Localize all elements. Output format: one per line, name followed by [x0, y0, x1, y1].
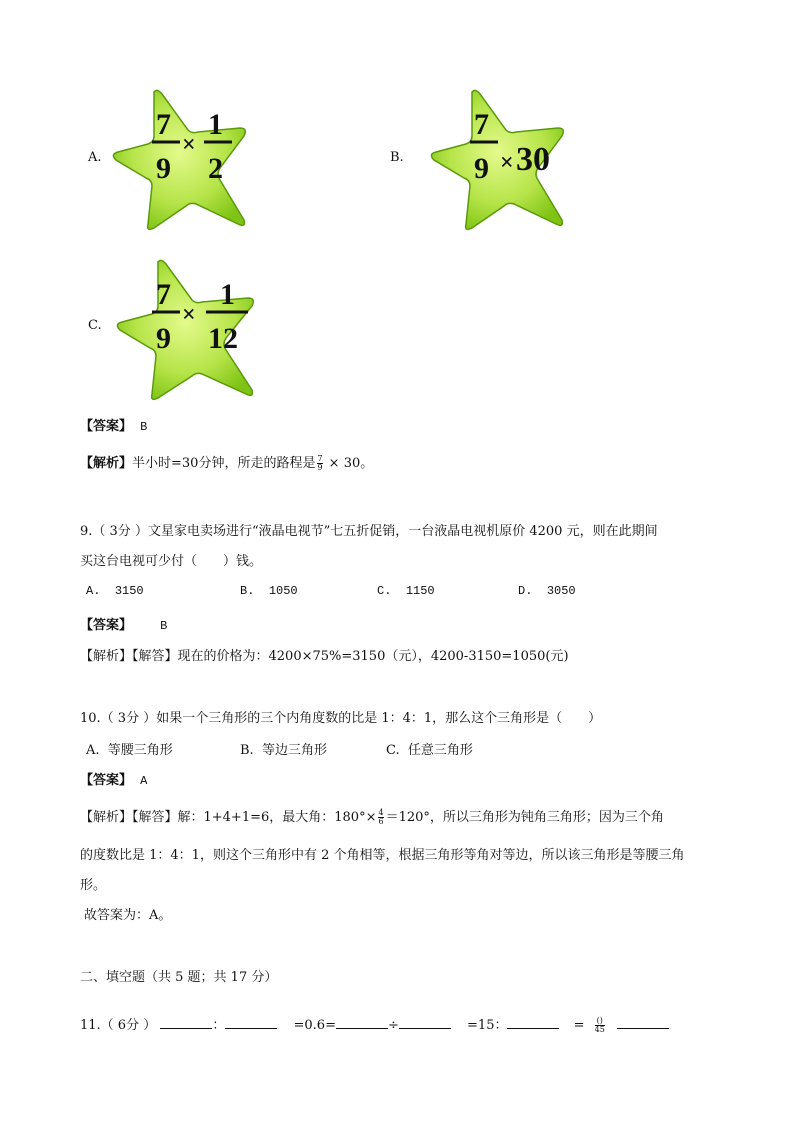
blank-input[interactable]: [399, 1016, 451, 1029]
fraction-numerator: 7: [156, 278, 171, 311]
section-title: 二、填空题（共 5 题；共 17 分）: [80, 970, 278, 985]
fraction: $\frac{4}{6}$: [378, 808, 384, 826]
blank-input[interactable]: [225, 1016, 277, 1029]
q10-analysis-line3: 形。: [80, 878, 107, 893]
fraction-numerator: 1: [220, 278, 235, 311]
multiply-sign: ×: [182, 132, 196, 158]
integer-value: 30: [516, 141, 550, 178]
answer-tag: 【答案】: [80, 419, 133, 434]
q11-prefix: 11.（ 6分 ）: [80, 1018, 157, 1033]
fraction: $\frac{()}{45}$: [594, 1016, 605, 1034]
option-c-star[interactable]: [116, 256, 262, 402]
fraction-denominator: 12: [208, 322, 238, 355]
q10-option-a[interactable]: A. 等腰三角形: [86, 743, 173, 758]
answer-tag: 【答案】: [80, 773, 133, 788]
fraction-numerator: 7: [156, 108, 171, 141]
answer-value: B: [160, 619, 168, 633]
q10-conclusion: 故答案为：A。: [84, 908, 172, 923]
blank-input[interactable]: [617, 1016, 669, 1029]
star-shape: [113, 90, 245, 229]
q9-stem-line2: 买这台电视可少付（ ）钱。: [80, 554, 263, 569]
blank-input[interactable]: [160, 1016, 212, 1029]
q10-stem: 10.（ 3分 ）如果一个三角形的三个内角度数的比是 1：4：1，那么这个三角形是（ ）: [80, 711, 602, 726]
q9-option-d[interactable]: D. 3050: [518, 584, 576, 598]
option-c-label: C.: [88, 318, 102, 333]
q10-option-c[interactable]: C. 任意三角形: [386, 743, 473, 758]
answer-value: A: [140, 774, 148, 788]
q11-line: 11.（ 6分 ） ： =0.6= ÷ =15： = $\frac{()}{45}$: [80, 1014, 669, 1034]
q9-analysis: 【解析】【解答】现在的价格为：4200×75%=3150（元），4200-3150=1050(元): [80, 649, 569, 664]
multiply-sign: ×: [182, 302, 196, 328]
fraction-denominator: 9: [156, 152, 171, 185]
q9-option-a[interactable]: A. 3150: [86, 584, 144, 598]
q10-answer: [80, 769, 147, 788]
q9-option-b[interactable]: B. 1050: [240, 584, 298, 598]
fraction-denominator: 2: [208, 152, 223, 185]
q10-option-b[interactable]: B. 等边三角形: [240, 743, 327, 758]
blank-input[interactable]: [507, 1016, 559, 1029]
fraction-denominator: 9: [156, 322, 171, 355]
q8-answer: [80, 415, 147, 434]
fraction-denominator: 9: [474, 152, 489, 185]
option-a-label: A.: [88, 150, 102, 165]
analysis-text-end: × 30。: [324, 456, 374, 471]
answer-tag: 【答案】: [80, 618, 133, 633]
option-b-label: B.: [390, 150, 404, 165]
analysis-tag: 【解析】: [80, 456, 133, 471]
q10-analysis-line2: 的度数比是 1：4：1，则这个三角形中有 2 个角相等，根据三角形等角对等边，所以该三角形是等腰三角: [80, 848, 685, 863]
q9-option-c[interactable]: C. 1150: [377, 584, 435, 598]
blank-input[interactable]: [336, 1016, 388, 1029]
analysis-text: 半小时=30分钟，所走的路程是: [132, 456, 316, 471]
q9-stem-line1: 9.（ 3分 ）文星家电卖场进行“液晶电视节”七五折促销，一台液晶电视机原价 4200 元，则在此期间: [80, 524, 658, 539]
option-a-star[interactable]: [112, 86, 252, 232]
q9-answer: [80, 614, 167, 633]
answer-value: B: [140, 420, 148, 434]
q8-analysis: [80, 452, 373, 472]
fraction-numerator: 1: [208, 108, 223, 141]
q10-analysis-line1: 【解析】【解答】解：1+4+1=6，最大角：180°× $\frac{4}{6}$ ＝120°，所以三角形为钝角三角形；因为三个角: [80, 808, 664, 826]
fraction-numerator: 7: [474, 108, 489, 141]
multiply-sign: ×: [500, 150, 514, 176]
option-b-star[interactable]: [430, 86, 570, 232]
fraction: $\frac{7}{9}$: [317, 454, 323, 472]
